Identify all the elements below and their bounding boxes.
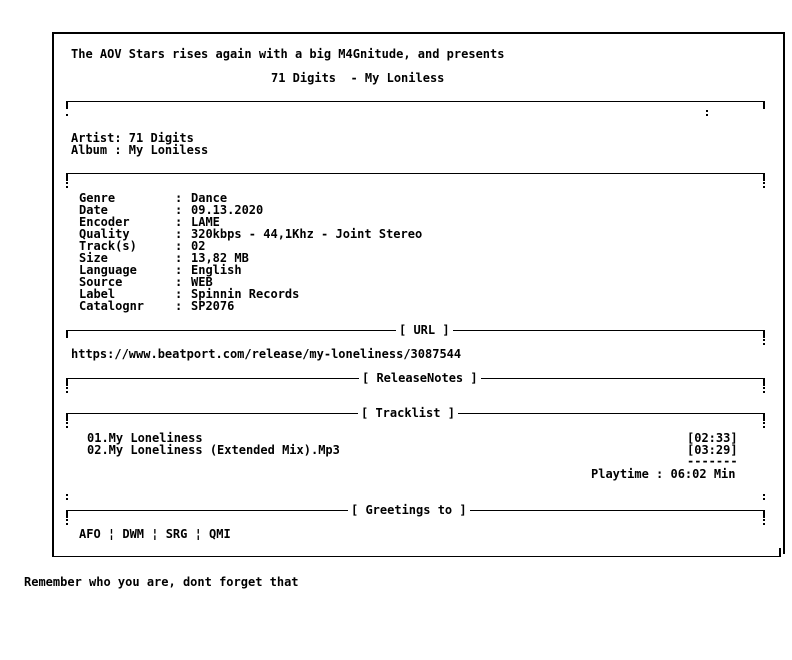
info-row-language: Language : English (79, 263, 242, 277)
release-url: https://www.beatport.com/release/my-loneliness/3087544 (71, 347, 462, 361)
divider-dot (763, 391, 765, 393)
playtime-total: Playtime : 06:02 Min (591, 467, 736, 481)
track-time: [02:33] (687, 431, 738, 445)
divider (66, 101, 765, 102)
playtime-underline: ------- (687, 454, 738, 468)
divider-dot (66, 523, 68, 525)
divider-dot (66, 422, 68, 424)
divider-dot (763, 186, 765, 188)
info-row-size: Size : 13,82 MB (79, 251, 249, 265)
divider-tick (763, 173, 765, 181)
divider-dot (66, 391, 68, 393)
track-time: [03:29] (687, 443, 738, 457)
frame-bottom-left-tick (52, 548, 54, 556)
divider-dot (66, 426, 68, 428)
info-row-tracks: Track(s) : 02 (79, 239, 206, 253)
divider-dot (763, 498, 765, 500)
divider-dot (66, 519, 68, 521)
divider-dot (66, 182, 68, 184)
track-name: 01.My Loneliness (87, 431, 203, 445)
release-title: 71 Digits - My Loniless (271, 71, 445, 85)
divider-tick (66, 330, 68, 338)
info-row-label: Label : Spinnin Records (79, 287, 300, 301)
divider-tick (66, 173, 68, 181)
info-row-catalognr: Catalognr : SP2076 (79, 299, 235, 313)
info-row-encoder: Encoder : LAME (79, 215, 220, 229)
divider-dot (66, 387, 68, 389)
info-row-genre: Genre : Dance (79, 191, 228, 205)
info-row-quality: Quality : 320kbps - 44,1Khz - Joint Stereo (79, 227, 423, 241)
release-info (79, 192, 422, 312)
divider-tick (66, 101, 68, 109)
footer-motto: Remember who you are, dont forget that (24, 575, 299, 589)
greetings-section-title: [ Greetings to ] (348, 504, 470, 516)
divider-dot (66, 186, 68, 188)
track-name: 02.My Loneliness (Extended Mix).Mp3 (87, 443, 340, 457)
divider (66, 173, 765, 174)
divider-tick (763, 510, 765, 518)
divider-tick (763, 330, 765, 338)
divider-dot (763, 519, 765, 521)
divider-dot (763, 339, 765, 341)
divider-tick (763, 413, 765, 421)
divider-tick (66, 378, 68, 386)
divider-dot (763, 422, 765, 424)
artist-line: Artist: 71 Digits (71, 131, 194, 145)
tracklist-section-title: [ Tracklist ] (358, 407, 458, 419)
divider-dot (763, 494, 765, 496)
divider-dot (763, 387, 765, 389)
album-line: Album : My Loniless (71, 143, 209, 157)
divider-dot (706, 110, 708, 112)
release-intro: The AOV Stars rises again with a big M4Gnitude, and presents (71, 47, 505, 61)
notes-section-title: [ ReleaseNotes ] (359, 372, 481, 384)
divider-dot (763, 343, 765, 345)
divider-dot (763, 426, 765, 428)
divider-dot (763, 523, 765, 525)
divider-tick (763, 101, 765, 109)
divider-tick (66, 510, 68, 518)
divider-dot (66, 494, 68, 496)
divider-dot (763, 182, 765, 184)
url-section-title: [ URL ] (396, 324, 453, 336)
frame-bottom-rule (52, 556, 781, 557)
divider-dot (706, 114, 708, 116)
divider-dot (66, 498, 68, 500)
greetings-groups: AFO ¦ DWM ¦ SRG ¦ QMI (79, 527, 231, 541)
divider-tick (66, 413, 68, 421)
divider-tick (763, 378, 765, 386)
divider-dot (66, 114, 68, 116)
info-row-source: Source : WEB (79, 275, 213, 289)
info-row-date: Date : 09.13.2020 (79, 203, 264, 217)
frame-bottom-right-tick (779, 548, 781, 556)
